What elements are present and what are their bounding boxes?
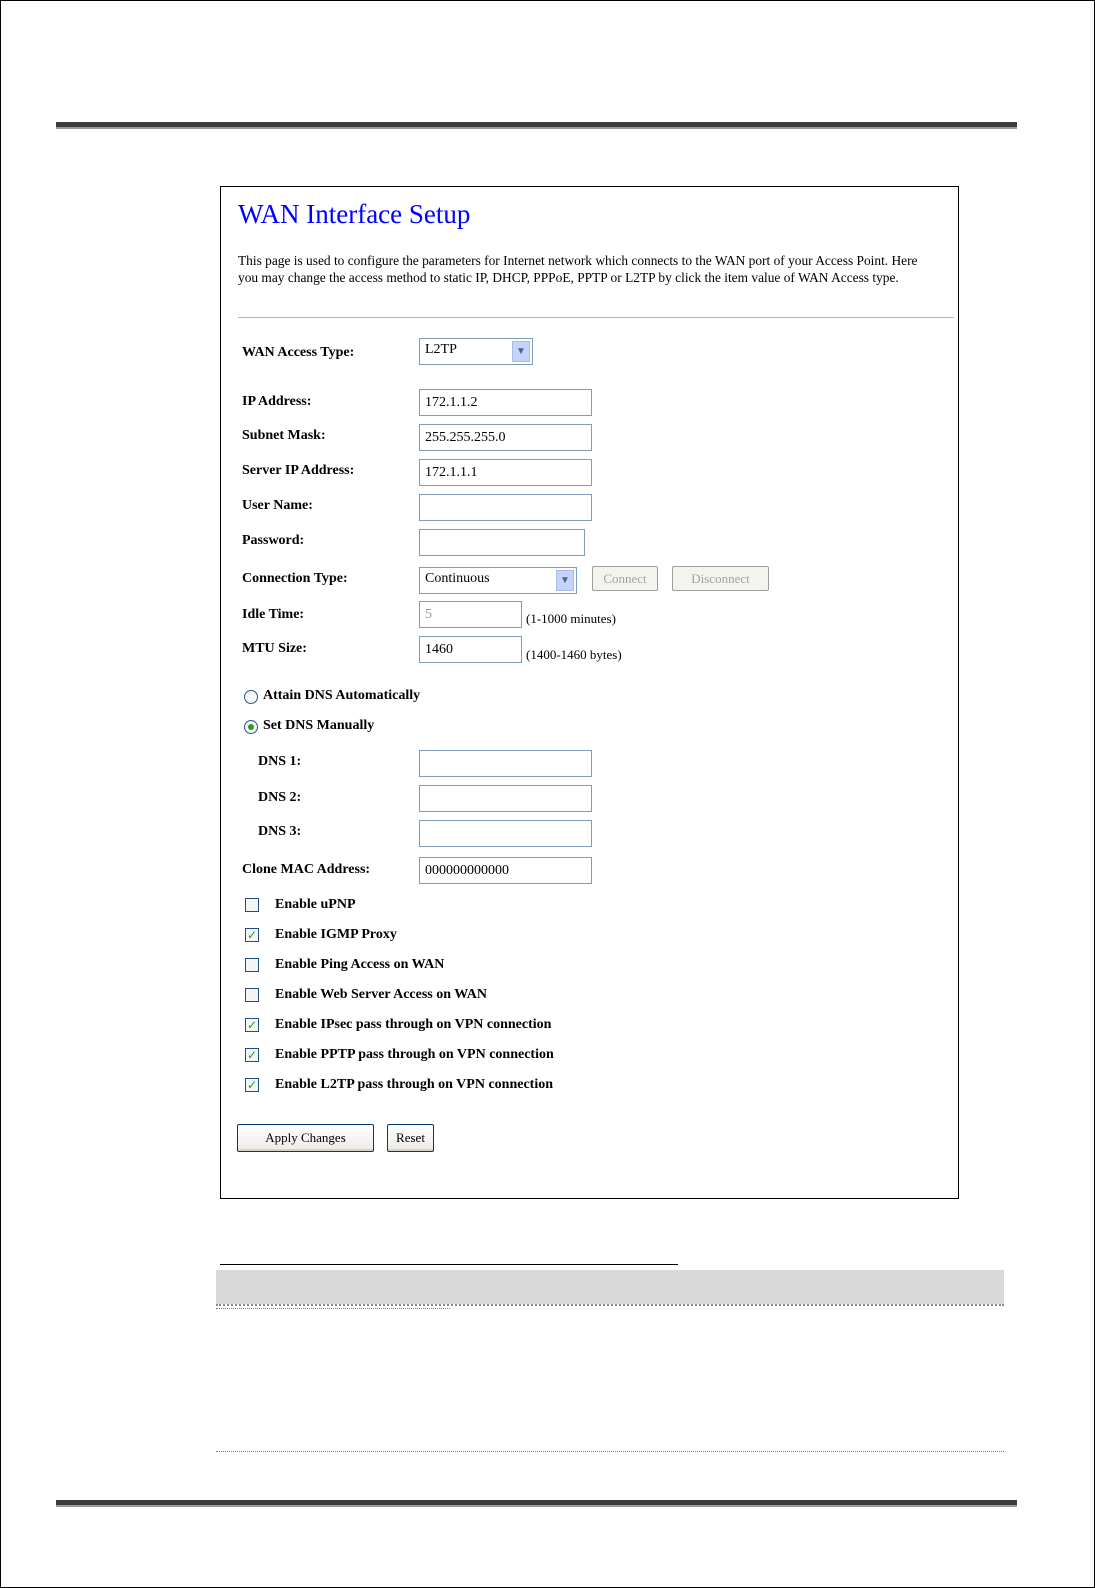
option-label: Enable uPNP <box>275 897 356 912</box>
user-name-label: User Name: <box>242 498 313 513</box>
chevron-down-icon[interactable]: ▼ <box>556 570 574 591</box>
table-header-bottom-rule <box>216 1304 1004 1306</box>
chevron-down-icon[interactable]: ▼ <box>512 341 530 362</box>
wan-access-type-label: WAN Access Type: <box>242 345 355 360</box>
connect-button[interactable]: Connect <box>592 566 658 591</box>
option-label: Enable IGMP Proxy <box>275 927 397 942</box>
password-input[interactable] <box>419 529 585 556</box>
dns2-input[interactable] <box>419 785 592 812</box>
mtu-size-range-note: (1400-1460 bytes) <box>526 647 622 662</box>
table-column-rule <box>216 1308 450 1309</box>
dns3-input[interactable] <box>419 820 592 847</box>
table-bottom-rule <box>216 1451 1004 1452</box>
description-divider <box>238 317 954 318</box>
option-label: Enable PPTP pass through on VPN connection <box>275 1047 554 1062</box>
checkbox-checked-icon[interactable]: ✓ <box>246 1078 258 1092</box>
subnet-mask-label: Subnet Mask: <box>242 428 326 443</box>
table-caption-rule <box>220 1264 678 1265</box>
connection-type-label: Connection Type: <box>242 571 348 586</box>
checkbox-unchecked-icon[interactable] <box>245 958 259 972</box>
connection-type-value: Continuous <box>425 571 490 586</box>
subnet-mask-input[interactable] <box>419 424 592 451</box>
set-dns-manual-label: Set DNS Manually <box>263 718 375 733</box>
mtu-size-input[interactable] <box>419 636 522 663</box>
page-description: This page is used to configure the parameters for Internet network which connects to the WAN port of your Access Point. Here you may change the access method to static IP, DHCP, PPPoE, PPTP or L2TP by click the item value of WAN Access type. <box>238 253 918 285</box>
header-rule <box>56 122 1017 129</box>
clone-mac-label: Clone MAC Address: <box>242 862 371 877</box>
idle-time-range-note: (1-1000 minutes) <box>526 611 616 626</box>
clone-mac-input[interactable] <box>419 857 592 884</box>
dns1-label: DNS 1: <box>258 754 302 769</box>
option-label: Enable Ping Access on WAN <box>275 957 445 972</box>
radio-dot-icon <box>248 724 254 730</box>
dns1-input[interactable] <box>419 750 592 777</box>
connection-type-select[interactable] <box>419 567 577 594</box>
wan-access-type-value: L2TP <box>425 342 457 357</box>
page-title: WAN Interface Setup <box>238 199 471 229</box>
checkbox-checked-icon[interactable]: ✓ <box>246 928 258 942</box>
server-ip-label: Server IP Address: <box>242 463 355 478</box>
radio-selected-icon[interactable] <box>244 720 258 734</box>
option-label: Enable IPsec pass through on VPN connection <box>275 1017 552 1032</box>
checkbox-unchecked-icon[interactable] <box>245 898 259 912</box>
idle-time-label: Idle Time: <box>242 607 305 622</box>
checkbox-checked-icon[interactable]: ✓ <box>246 1018 258 1032</box>
option-label: Enable L2TP pass through on VPN connection <box>275 1077 553 1092</box>
wan-access-type-select[interactable] <box>419 338 533 365</box>
dns2-label: DNS 2: <box>258 790 302 805</box>
idle-time-input[interactable] <box>419 601 522 628</box>
wan-setup-panel <box>220 186 959 1199</box>
user-name-input[interactable] <box>419 494 592 521</box>
table-header-band <box>216 1270 1004 1304</box>
password-label: Password: <box>242 533 305 548</box>
ip-address-input[interactable] <box>419 389 592 416</box>
apply-changes-button[interactable]: Apply Changes <box>237 1124 374 1152</box>
reset-button[interactable]: Reset <box>387 1124 434 1152</box>
footer-rule <box>56 1500 1017 1507</box>
server-ip-input[interactable] <box>419 459 592 486</box>
attain-dns-auto-label: Attain DNS Automatically <box>263 688 421 703</box>
ip-address-label: IP Address: <box>242 394 312 409</box>
radio-unselected-icon[interactable] <box>244 690 258 704</box>
checkbox-checked-icon[interactable]: ✓ <box>246 1048 258 1062</box>
option-label: Enable Web Server Access on WAN <box>275 987 487 1002</box>
mtu-size-label: MTU Size: <box>242 641 307 656</box>
disconnect-button[interactable]: Disconnect <box>672 566 769 591</box>
checkbox-unchecked-icon[interactable] <box>245 988 259 1002</box>
dns3-label: DNS 3: <box>258 824 302 839</box>
